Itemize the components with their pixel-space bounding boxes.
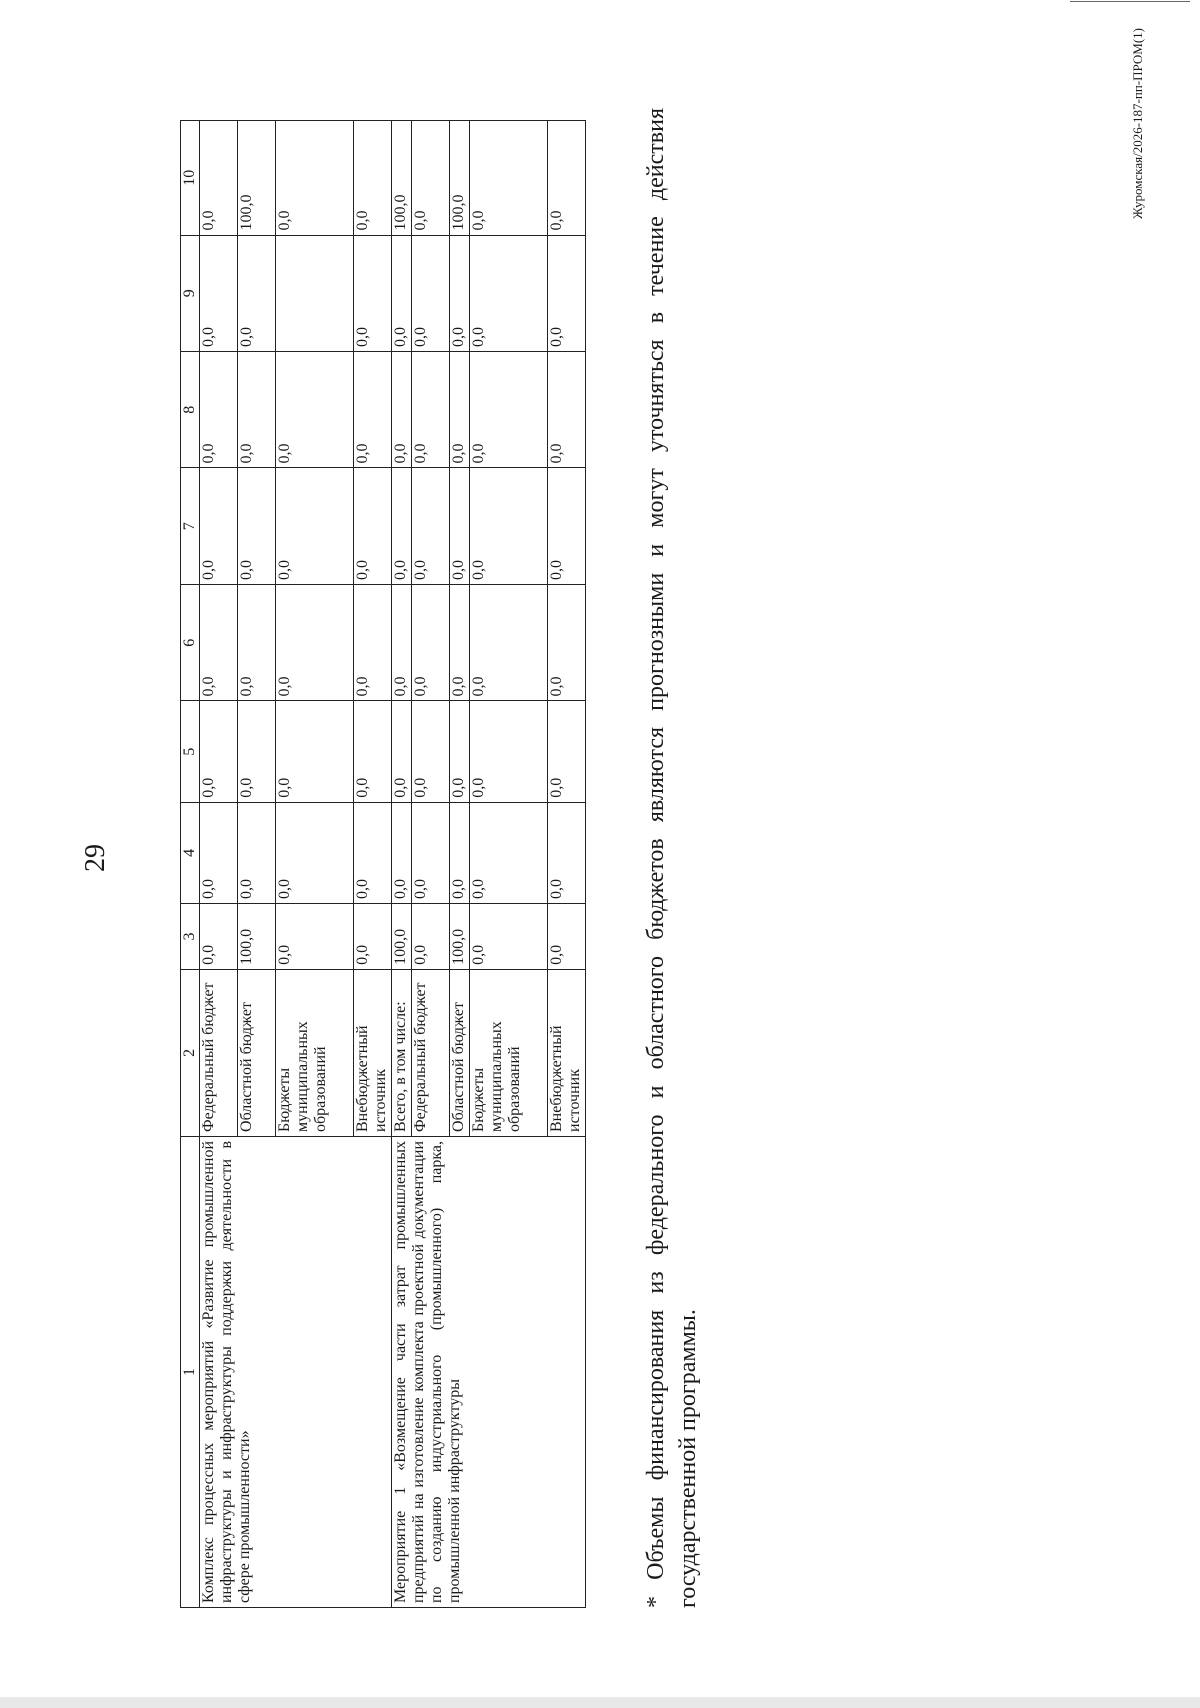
amount-cell: 0,0: [276, 352, 354, 468]
amount-cell: 0,0: [276, 121, 354, 236]
amount-cell: 0,0: [548, 584, 586, 700]
amount-cell: 0,0: [200, 121, 238, 236]
amount-cell: 0,0: [548, 235, 586, 351]
amount-cell: 0,0: [238, 584, 276, 700]
column-number-header: 10: [181, 121, 200, 236]
amount-cell: 0,0: [392, 701, 412, 802]
amount-cell: 100,0: [238, 121, 276, 236]
amount-cell: [276, 235, 354, 351]
amount-cell: 0,0: [548, 701, 586, 802]
amount-cell: 0,0: [450, 235, 470, 351]
amount-cell: 0,0: [412, 468, 450, 584]
amount-cell: 0,0: [276, 904, 354, 970]
amount-cell: 0,0: [354, 802, 392, 903]
column-number-header: 9: [181, 235, 200, 351]
document-code: Журомская/2026-187-пп-ПРОМ(1): [1130, 28, 1145, 220]
amount-cell: 0,0: [412, 352, 450, 468]
amount-cell: 0,0: [470, 584, 548, 700]
funding-source-cell: Всего, в том числе:: [392, 969, 412, 1136]
page-number: 29: [80, 844, 111, 872]
amount-cell: 0,0: [354, 584, 392, 700]
amount-cell: 0,0: [200, 584, 238, 700]
financing-table: [180, 120, 586, 1608]
amount-cell: 100,0: [238, 904, 276, 970]
amount-cell: 0,0: [200, 468, 238, 584]
amount-cell: 0,0: [450, 701, 470, 802]
amount-cell: 0,0: [238, 802, 276, 903]
amount-cell: 0,0: [276, 802, 354, 903]
amount-cell: 0,0: [354, 701, 392, 802]
amount-cell: 0,0: [200, 802, 238, 903]
table-row: [200, 121, 238, 1608]
amount-cell: 0,0: [470, 802, 548, 903]
amount-cell: 0,0: [470, 352, 548, 468]
column-number-header: 6: [181, 584, 200, 700]
event-title-cell: Комплекс процессных мероприятий «Развитие промышленной инфраструктуры и инфраструктуры поддержки деятельности в сфере промышленности»: [200, 1136, 392, 1607]
amount-cell: 0,0: [392, 584, 412, 700]
amount-cell: 0,0: [276, 701, 354, 802]
amount-cell: 0,0: [354, 904, 392, 970]
amount-cell: 100,0: [392, 904, 412, 970]
amount-cell: 0,0: [200, 352, 238, 468]
amount-cell: 0,0: [238, 235, 276, 351]
amount-cell: 0,0: [470, 468, 548, 584]
funding-source-cell: Федеральный бюджет: [412, 969, 450, 1136]
column-number-header: 4: [181, 802, 200, 903]
amount-cell: 0,0: [354, 121, 392, 236]
amount-cell: 0,0: [238, 352, 276, 468]
amount-cell: 0,0: [276, 468, 354, 584]
funding-source-cell: Бюджеты муниципальных образований: [276, 969, 354, 1136]
amount-cell: 0,0: [238, 468, 276, 584]
amount-cell: 0,0: [470, 904, 548, 970]
amount-cell: 0,0: [412, 584, 450, 700]
amount-cell: 0,0: [276, 584, 354, 700]
funding-source-cell: Областной бюджет: [238, 969, 276, 1136]
amount-cell: 0,0: [548, 802, 586, 903]
amount-cell: 0,0: [412, 121, 450, 236]
amount-cell: 0,0: [412, 701, 450, 802]
amount-cell: 0,0: [392, 235, 412, 351]
amount-cell: 0,0: [354, 468, 392, 584]
funding-source-cell: Бюджеты муниципальных образований: [470, 969, 548, 1136]
event-title-cell: Мероприятие 1 «Возмещение части затрат промышленных предприятий на изготовление комплекта проектной документации по созданию индустриального (промышленного) парка, промышленной инфраструктуры: [392, 1136, 586, 1607]
amount-cell: 0,0: [450, 584, 470, 700]
amount-cell: 0,0: [354, 235, 392, 351]
funding-source-cell: Федеральный бюджет: [200, 969, 238, 1136]
amount-cell: 0,0: [548, 904, 586, 970]
amount-cell: 0,0: [470, 701, 548, 802]
amount-cell: 100,0: [392, 121, 412, 236]
amount-cell: 0,0: [450, 468, 470, 584]
amount-cell: 0,0: [412, 904, 450, 970]
column-number-header: 8: [181, 352, 200, 468]
column-number-header: 5: [181, 701, 200, 802]
amount-cell: 0,0: [548, 468, 586, 584]
amount-cell: 0,0: [412, 802, 450, 903]
funding-source-cell: Внебюджетный источник: [548, 969, 586, 1136]
amount-cell: 0,0: [354, 352, 392, 468]
amount-cell: 0,0: [450, 352, 470, 468]
column-number-header: 1: [181, 1136, 200, 1607]
table-header-row: [181, 121, 200, 1608]
amount-cell: 100,0: [450, 904, 470, 970]
column-number-header: 3: [181, 904, 200, 970]
amount-cell: 0,0: [470, 121, 548, 236]
amount-cell: 0,0: [200, 235, 238, 351]
column-number-header: 2: [181, 969, 200, 1136]
table-row: [392, 121, 412, 1608]
funding-source-cell: Внебюджетный источник: [354, 969, 392, 1136]
column-number-header: 7: [181, 468, 200, 584]
amount-cell: 0,0: [450, 802, 470, 903]
footnote: * Объемы финансирования из федерального и областного бюджетов являются прогнозными и могут уточняться в течение действия государственной программы.: [643, 108, 701, 1608]
amount-cell: 0,0: [548, 352, 586, 468]
amount-cell: 0,0: [392, 802, 412, 903]
amount-cell: 0,0: [392, 468, 412, 584]
amount-cell: 0,0: [392, 352, 412, 468]
amount-cell: 0,0: [412, 235, 450, 351]
amount-cell: 100,0: [450, 121, 470, 236]
amount-cell: 0,0: [548, 121, 586, 236]
amount-cell: 0,0: [200, 701, 238, 802]
amount-cell: 0,0: [200, 904, 238, 970]
amount-cell: 0,0: [470, 235, 548, 351]
amount-cell: 0,0: [238, 701, 276, 802]
funding-source-cell: Областной бюджет: [450, 969, 470, 1136]
